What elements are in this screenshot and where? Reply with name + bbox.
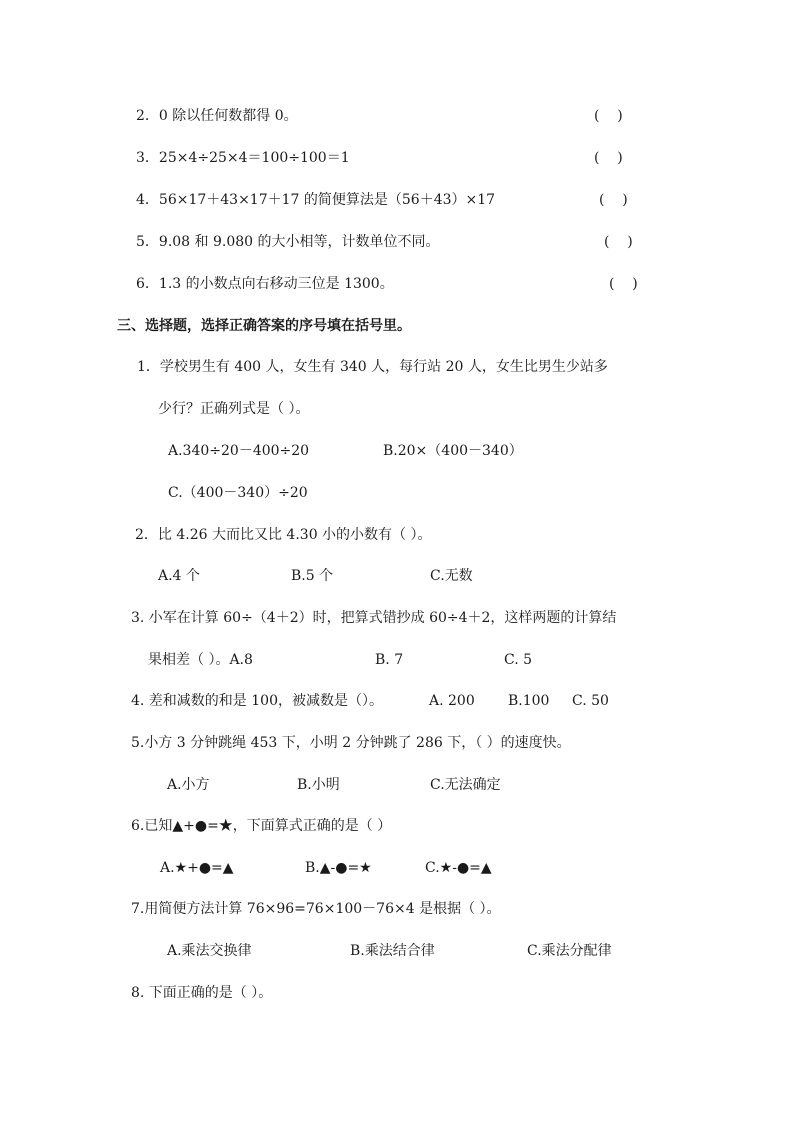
judgement-answer-blank-3[interactable]: ( ) — [594, 150, 623, 166]
question-8-stem: 8. 下面正确的是（ ）。 — [131, 985, 273, 1001]
judgement-item-2: 2．0 除以任何数都得 0。 — [136, 108, 298, 124]
judgement-item-6: 6．1.3 的小数点向右移动三位是 1300。 — [136, 276, 394, 292]
question-3-option-b[interactable]: B. 7 — [375, 652, 404, 668]
question-7-stem: 7.用简便方法计算 76×96=76×100－76×4 是根据（ ）。 — [131, 901, 501, 917]
judgement-item-5: 5．9.08 和 9.080 的大小相等，计数单位不同。 — [136, 234, 440, 250]
section-heading-choice: 三、选择题，选择正确答案的序号填在括号里。 — [117, 318, 411, 334]
question-2-option-b[interactable]: B.5 个 — [291, 568, 334, 584]
judgement-answer-blank-4[interactable]: ( ) — [599, 192, 628, 208]
question-5-option-c[interactable]: C.无法确定 — [430, 777, 501, 793]
question-4-option-c[interactable]: C. 50 — [572, 693, 609, 709]
question-2-option-c[interactable]: C.无数 — [430, 568, 473, 584]
question-7-option-a[interactable]: A.乘法交换律 — [167, 943, 252, 959]
question-7-option-c[interactable]: C.乘法分配律 — [527, 943, 612, 959]
judgement-answer-blank-2[interactable]: ( ) — [594, 108, 623, 124]
question-6-option-c[interactable]: C.★-●=▲ — [425, 860, 492, 876]
question-4-stem: 4. 差和减数的和是 100，被减数是（）。 — [131, 693, 383, 709]
judgement-answer-blank-6[interactable]: ( ) — [609, 276, 638, 292]
question-2-stem: 2．比 4.26 大而比又比 4.30 小的小数有（ ）。 — [135, 527, 432, 543]
judgement-answer-blank-5[interactable]: ( ) — [604, 234, 633, 250]
question-7-option-b[interactable]: B.乘法结合律 — [350, 943, 435, 959]
question-2-option-a[interactable]: A.4 个 — [158, 568, 200, 584]
question-6-option-a[interactable]: A.★+●=▲ — [160, 860, 234, 876]
question-3-line-2: 果相差（ ）。A.8 — [148, 652, 253, 668]
judgement-item-3: 3．25×4÷25×4＝100÷100＝1 — [136, 150, 350, 166]
question-6-option-b[interactable]: B.▲-●=★ — [305, 860, 372, 876]
question-1-option-a[interactable]: A.340÷20－400÷20 — [168, 443, 310, 459]
question-6-stem: 6.已知▲+●=★，下面算式正确的是（ ） — [131, 818, 392, 834]
question-4-option-a[interactable]: A. 200 — [429, 693, 475, 709]
question-1-line-1: 1．学校男生有 400 人，女生有 340 人，每行站 20 人，女生比男生少站多 — [137, 359, 608, 375]
question-4-option-b[interactable]: B.100 — [508, 693, 550, 709]
question-3-option-c[interactable]: C. 5 — [504, 652, 533, 668]
question-3-line-1: 3. 小军在计算 60÷（4＋2）时，把算式错抄成 60÷4＋2，这样两题的计算结 — [131, 610, 617, 626]
judgement-item-4: 4．56×17＋43×17＋17 的简便算法是（56＋43）×17 — [136, 192, 496, 208]
question-5-option-a[interactable]: A.小方 — [167, 777, 210, 793]
question-1-option-c[interactable]: C.（400－340）÷20 — [168, 485, 308, 501]
question-1-option-b[interactable]: B.20×（400－340） — [383, 443, 523, 459]
question-1-line-2: 少行？正确列式是（ ）。 — [158, 401, 310, 417]
question-5-stem: 5.小方 3 分钟跳绳 453 下，小明 2 分钟跳了 286 下，（ ）的速度快。 — [131, 735, 571, 751]
question-5-option-b[interactable]: B.小明 — [297, 777, 340, 793]
